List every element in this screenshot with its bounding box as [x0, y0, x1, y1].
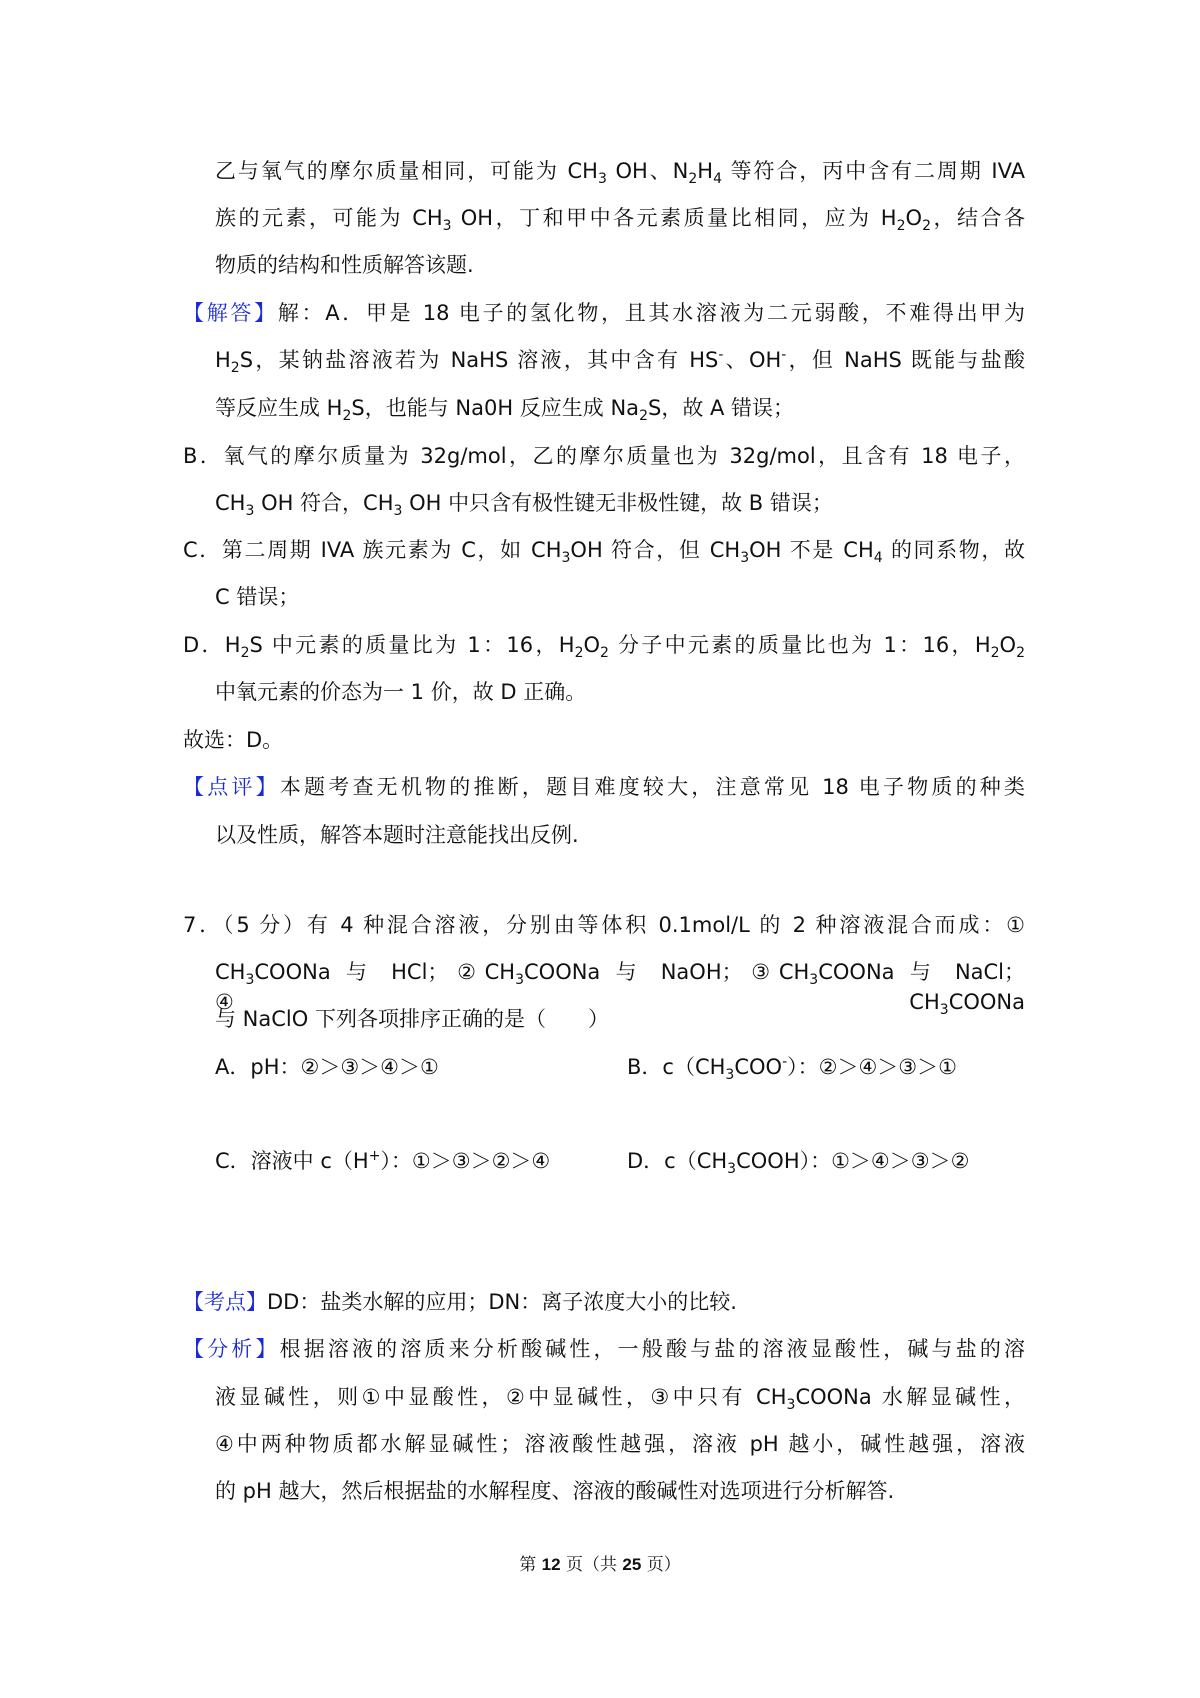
subscript: 2 — [574, 645, 584, 662]
text-segment: ，结合各 — [930, 206, 1025, 230]
section-label: 【点评】 — [183, 775, 280, 799]
text-segment: 乙与氧气的摩尔质量相同，可能为 CH — [215, 159, 598, 183]
text-segment: 等符合，丙中含有二周期 IVA — [722, 159, 1025, 183]
text-segment: 7．（5 分）有 4 种混合溶液，分别由等体积 0.1mol/L 的 2 种溶液混合而成：① — [183, 913, 1025, 937]
text-line — [215, 250, 474, 280]
subscript: 3 — [442, 218, 452, 235]
text-segment: O — [999, 633, 1017, 657]
text-segment: CH — [215, 491, 246, 515]
text-segment: O — [905, 206, 923, 230]
text-segment: OH 不是 CH — [749, 538, 874, 562]
subscript: 3 — [786, 1397, 796, 1414]
text-segment: COO — [734, 1055, 783, 1079]
text-segment: 分子中元素的质量比也为 1：16，H — [608, 633, 991, 657]
subscript: 3 — [561, 550, 571, 567]
text-segment: CH — [215, 960, 246, 984]
text-segment: H — [697, 159, 714, 183]
text-segment: OH，丁和甲中各元素质量比相同，应为 H — [451, 206, 897, 230]
supscript: - — [782, 1054, 788, 1070]
subscript: 3 — [245, 972, 255, 989]
answer-option — [627, 1146, 969, 1176]
text-line — [183, 1334, 1025, 1364]
supscript: + — [368, 1148, 381, 1164]
answer-option — [215, 1052, 439, 1082]
subscript: 2 — [639, 408, 648, 425]
text-segment: 液显碱性，则①中显酸性，②中显碱性，③中只有 CH — [215, 1385, 787, 1409]
text-segment: B．氧气的摩尔质量为 32g/mol，乙的摩尔质量也为 32g/mol，且含有 18 电子， — [183, 444, 1025, 468]
text-line — [215, 203, 1025, 233]
text-segment: 以及性质，解答本题时注意能找出反例. — [215, 823, 579, 847]
text-segment: 故选：D。 — [183, 728, 284, 752]
text-segment: S，也能与 Na0H 反应生成 Na — [351, 396, 640, 420]
answer-option — [215, 1146, 550, 1176]
text-line — [183, 725, 283, 755]
text-line — [215, 156, 1025, 186]
subscript: 2 — [240, 645, 250, 662]
text-segment: COONa 水解显碱性， — [795, 1385, 1025, 1409]
page-footer — [0, 1550, 1200, 1575]
text-segment: C 错误； — [215, 585, 300, 609]
text-segment: B．c（CH — [627, 1055, 726, 1079]
text-segment: D．c（CH — [627, 1149, 728, 1173]
text-segment: 、OH — [723, 348, 782, 372]
text-segment: 本题考查无机物的推断，题目难度较大，注意常见 18 电子物质的种类 — [279, 775, 1026, 799]
text-segment: COONa 与 NaOH；③CH — [524, 960, 810, 984]
text-segment: 根据溶液的溶质来分析酸碱性，一般酸与盐的溶液显酸性，碱与盐的溶 — [279, 1337, 1026, 1361]
text-segment: S 中元素的质量比为 1：16，H — [249, 633, 575, 657]
text-segment: A．pH：②＞③＞④＞① — [215, 1055, 439, 1079]
text-line — [183, 1287, 737, 1317]
text-line — [215, 582, 299, 612]
text-segment: OH 中只含有极性键无非极性键，故 B 错误； — [402, 491, 833, 515]
subscript: 3 — [245, 503, 255, 520]
text-segment: DD：盐类水解的应用；DN：离子浓度大小的比较. — [267, 1290, 737, 1314]
text-segment: COONa — [948, 990, 1025, 1014]
footer-text: 第 — [519, 1555, 542, 1575]
subscript: 3 — [740, 550, 750, 567]
text-segment: OH 符合，但 CH — [570, 538, 741, 562]
text-line — [215, 1382, 1025, 1412]
section-label: 【考点】 — [183, 1290, 267, 1314]
subscript: 3 — [597, 171, 607, 188]
text-segment: OH、N — [606, 159, 689, 183]
subscript: 2 — [688, 171, 698, 188]
text-segment: 与 NaClO 下列各项排序正确的是（ ） — [215, 1007, 609, 1031]
text-line — [215, 1004, 609, 1034]
text-segment: 中氧元素的价态为一 1 价，故 D 正确。 — [215, 680, 587, 704]
text-segment: H — [215, 348, 231, 372]
text-line — [183, 535, 1025, 565]
text-segment: 等反应生成 H — [215, 396, 343, 420]
section-label: 【分析】 — [183, 1337, 280, 1361]
text-segment: ，但 NaHS 既能与盐酸 — [786, 348, 1025, 372]
answer-option — [627, 1052, 957, 1082]
subscript: 3 — [939, 1002, 949, 1019]
text-segment: D．H — [183, 633, 241, 657]
footer-text: 页） — [641, 1555, 681, 1575]
subscript: 2 — [896, 218, 906, 235]
text-segment: 族的元素，可能为 CH — [215, 206, 443, 230]
text-line — [215, 345, 1025, 375]
subscript: 4 — [873, 550, 883, 567]
text-line — [215, 1476, 894, 1506]
footer-text: 页（共 — [560, 1555, 623, 1575]
text-segment: 的同系物，故 — [882, 538, 1026, 562]
text-line — [183, 441, 1025, 471]
subscript: 3 — [725, 1067, 735, 1084]
subscript: 2 — [990, 645, 1000, 662]
text-segment: C．第二周期 IVA 族元素为 C，如 CH — [183, 538, 562, 562]
subscript: 3 — [515, 972, 524, 989]
current-page-number: 12 — [541, 1555, 561, 1574]
text-segment: C．溶液中 c（H — [215, 1149, 369, 1173]
text-line — [215, 1429, 1025, 1459]
text-segment: 的 pH 越大，然后根据盐的水解程度、溶液的酸碱性对选项进行分析解答. — [215, 1479, 895, 1503]
text-segment: COONa 与 NaCl；④CH — [215, 960, 1026, 1014]
text-line — [215, 393, 794, 423]
subscript: 2 — [230, 360, 240, 377]
text-line — [215, 820, 579, 850]
subscript: 2 — [922, 218, 931, 235]
supscript: - — [781, 347, 787, 363]
subscript: 2 — [342, 408, 352, 425]
supscript: - — [718, 347, 724, 363]
subscript: 2 — [1016, 645, 1025, 662]
text-segment: 解：A．甲是 18 电子的氢化物，且其水溶液为二元弱酸，不难得出甲为 — [277, 301, 1026, 325]
text-line — [215, 677, 586, 707]
text-line — [183, 910, 1025, 940]
text-segment: OH 符合，CH — [254, 491, 394, 515]
text-line — [183, 772, 1025, 802]
text-segment: ）：②＞④＞③＞① — [787, 1055, 957, 1079]
subscript: 4 — [713, 171, 722, 188]
subscript: 3 — [393, 503, 403, 520]
text-segment: COONa 与 HCl；②CH — [254, 960, 516, 984]
text-line — [183, 630, 1025, 660]
total-pages: 25 — [622, 1555, 642, 1574]
section-label: 【解答】 — [183, 301, 278, 325]
text-segment: O — [583, 633, 601, 657]
text-segment: ④中两种物质都水解显碱性；溶液酸性越强，溶液 pH 越小，碱性越强，溶液 — [215, 1432, 1025, 1456]
text-line — [183, 298, 1025, 328]
text-segment: S，故 A 错误； — [647, 396, 795, 420]
text-segment: ）：①＞③＞②＞④ — [380, 1149, 551, 1173]
text-segment: S，某钠盐溶液若为 NaHS 溶液，其中含有 HS — [239, 348, 719, 372]
subscript: 3 — [809, 972, 819, 989]
text-line — [215, 488, 833, 518]
text-segment: COOH）：①＞④＞③＞② — [736, 1149, 970, 1173]
subscript: 3 — [727, 1161, 737, 1178]
text-segment: 物质的结构和性质解答该题. — [215, 253, 474, 277]
subscript: 2 — [600, 645, 609, 662]
